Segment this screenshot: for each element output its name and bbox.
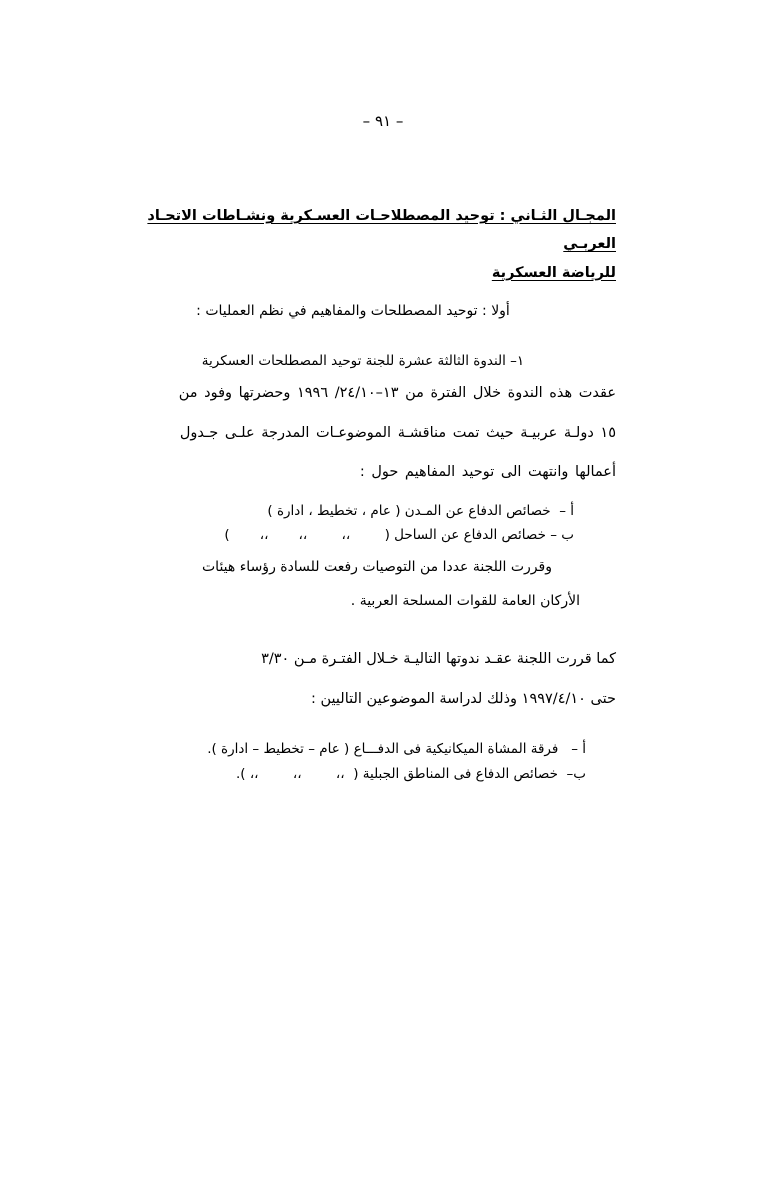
section-title: ١– الندوة الثالثة عشرة للجنة توحيد المصطلحات العسكرية — [201, 352, 525, 369]
paragraph-2-line-2: حتى ١٩٩٧/٤/١٠ وذلك لدراسة الموضوعين التاليين : — [311, 690, 616, 707]
note-line-1: وقررت اللجنة عددا من التوصيات رفعت للسادة رؤساء هيئات — [202, 559, 552, 576]
page-number: – ٩١ – — [362, 112, 404, 130]
list-item: أ – خصائص الدفاع عن المـدن ( عام ، تخطيط ، ادارة ) — [267, 502, 574, 519]
paragraph-1-line-3: أعمالها وانتهت الى توحيد المفاهيم حول : — [359, 464, 616, 481]
list-item: ب– خصائص الدفاع فى المناطق الجبلية ( ،، ،، ،، ). — [235, 766, 586, 783]
main-heading-line-2: للرياضة العسكرية — [491, 264, 616, 281]
list-item: ب – خصائص الدفاع عن الساحل ( ،، ،، ،، ) — [224, 526, 574, 543]
note-line-2: الأركان العامة للقوات المسلحة العربية . — [350, 593, 580, 610]
paragraph-2-line-1: كما قررت اللجنة عقـد ندوتها التاليـة خـلال الفتـرة مـن ٣/٣٠ — [261, 651, 616, 668]
main-heading-line-1: المجـال الثـاني : توحيد المصطلاحـات العسـكرية ونشـاطات الاتحـاد العربـي — [147, 208, 616, 253]
paragraph-1-line-2: ١٥ دولـة عربيـة حيث تمت مناقشـة الموضوعـات المدرجة علـى جـدول — [179, 424, 616, 441]
document-page — [0, 112, 766, 1196]
main-heading — [120, 202, 616, 287]
subheading: أولا : توحيد المصطلحات والمفاهيم في نظم العمليات : — [196, 302, 510, 319]
sub-list-2 — [120, 737, 616, 788]
page-content — [0, 202, 766, 788]
list-item: أ – فرقة المشاة الميكانيكية فى الدفـــاع ( عام – تخطيط – ادارة ). — [207, 740, 586, 757]
sub-list-1 — [120, 500, 616, 547]
paragraph-1-line-1: عقدت هذه الندوة خلال الفترة من ١٣–٢٤/١٠/ ١٩٩٦ وحضرتها وفود من — [178, 384, 616, 401]
